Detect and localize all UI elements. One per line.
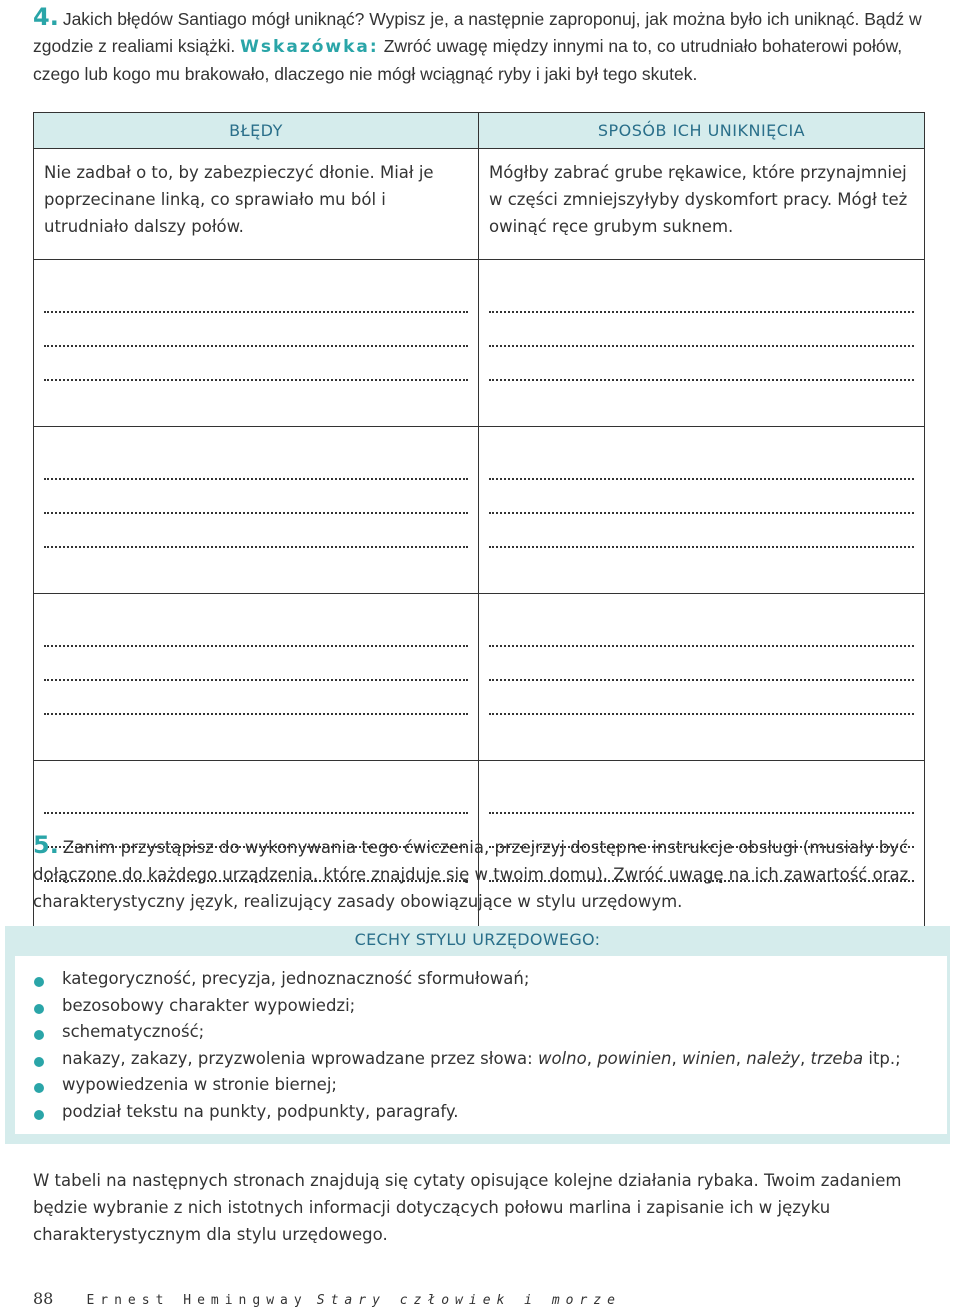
example-error-cell: Nie zadbał o to, by zabezpieczyć dłonie. Miał je poprzecinane linką, co sprawiało mu ból i utrudniało dalszy połów. xyxy=(34,149,479,260)
bullet-icon xyxy=(34,1030,44,1040)
page-footer xyxy=(33,1289,621,1308)
table-row xyxy=(34,260,925,427)
answer-cell-error[interactable] xyxy=(34,427,479,594)
answer-line xyxy=(44,613,468,647)
features-list xyxy=(33,966,901,1126)
example-word: powinien xyxy=(597,1048,672,1068)
answer-line xyxy=(489,514,914,548)
task-4-text-a: Jakich błędów Santiago mógł uniknąć? Wypisz je, a następnie zaproponuj, jak można było ich uniknąć. Bądź w zgodzie z realiami książki. xyxy=(33,9,922,56)
answer-line xyxy=(489,647,914,681)
list-item: wypowiedzenia w stronie biernej; xyxy=(33,1072,901,1099)
table-header-row xyxy=(34,113,925,149)
footer-book-title: Stary człowiek i morze xyxy=(316,1293,621,1308)
answer-line xyxy=(44,279,468,313)
list-item: podział tekstu na punkty, podpunkty, paragrafy. xyxy=(33,1099,901,1126)
footer-author: Ernest Hemingway xyxy=(86,1293,308,1308)
task-5-instruction xyxy=(33,832,928,915)
answer-line xyxy=(489,780,914,814)
page-number: 88 xyxy=(33,1289,54,1308)
bullet-icon xyxy=(34,1110,44,1120)
answer-line xyxy=(44,780,468,814)
instruction-paragraph: W tabeli na następnych stronach znajdują się cytaty opisujące kolejne działania rybaka. Twoim zadaniem będzie wybranie z nich istotnych informacji dotyczących połowu marlina i zapisanie ich w języku charakterystycznym dla stylu urzędowego. xyxy=(33,1171,902,1244)
column-header-errors: BŁĘDY xyxy=(34,113,479,149)
column-header-solutions: SPOSÓB ICH UNIKNIĘCIA xyxy=(479,113,925,149)
list-item: kategoryczność, precyzja, jednoznaczność sformułowań; xyxy=(33,966,901,993)
answer-line xyxy=(489,446,914,480)
bullet-icon xyxy=(34,1004,44,1014)
example-word: wolno xyxy=(537,1048,587,1068)
answer-line xyxy=(44,514,468,548)
hint-label: Wskazówka: xyxy=(240,37,379,57)
answer-cell-solution[interactable] xyxy=(479,427,925,594)
answer-line xyxy=(44,647,468,681)
answer-line xyxy=(489,681,914,715)
style-features-box xyxy=(5,926,950,1144)
example-word: należy xyxy=(746,1048,800,1068)
example-word: trzeba xyxy=(810,1048,864,1068)
list-item: nakazy, zakazy, przyzwolenia wprowadzane przez słowa: wolno, powinien, winien, należy, trzeba itp.; xyxy=(33,1046,901,1073)
table-row-example xyxy=(34,149,925,260)
answer-cell-error[interactable] xyxy=(34,260,479,427)
answer-cell-solution[interactable] xyxy=(479,594,925,761)
answer-line xyxy=(44,480,468,514)
answer-line xyxy=(44,446,468,480)
task-5-text: Zanim przystąpisz do wykonywania tego ćwiczenia, przejrzyj dostępne instrukcje obsługi (musiały być dołączone do każdego urządzenia, które znajduje się w twoim domu). Zwróć uwagę na ich zawartość oraz charakterystyczny język, realizujący zasady obowiązujące w stylu urzędowym. xyxy=(33,838,909,911)
example-solution-cell: Mógłby zabrać grube rękawice, które przynajmniej w części zmniejszyłyby dyskomfort pracy. Mógł też owinąć ręce grubym suknem. xyxy=(479,149,925,260)
answer-line xyxy=(44,313,468,347)
answer-cell-error[interactable] xyxy=(34,594,479,761)
list-item: schematyczność; xyxy=(33,1019,901,1046)
answer-line xyxy=(489,313,914,347)
answer-line xyxy=(489,480,914,514)
example-word: winien xyxy=(682,1048,736,1068)
answer-line xyxy=(489,347,914,381)
answer-cell-solution[interactable] xyxy=(479,260,925,427)
table-row xyxy=(34,594,925,761)
answer-line xyxy=(489,613,914,647)
task-number-5: 5. xyxy=(33,831,59,859)
box-title: CECHY STYLU URZĘDOWEGO: xyxy=(354,930,601,949)
answer-line xyxy=(489,279,914,313)
answer-line xyxy=(44,681,468,715)
bullet-icon xyxy=(34,1083,44,1093)
bullet-icon xyxy=(34,977,44,987)
task-4-text-b: Zwróć uwagę między innymi na to, co utrudniało bohaterowi połów, czego lub kogo mu brakowało, dlaczego nie mógł wciągnąć ryby i jaki był tego skutek. xyxy=(33,36,903,84)
task-number-4: 4. xyxy=(33,3,59,31)
list-item: bezosobowy charakter wypowiedzi; xyxy=(33,993,901,1020)
box-content xyxy=(15,956,947,1134)
bullet-icon xyxy=(34,1057,44,1067)
task-4-instruction xyxy=(33,4,928,88)
answer-line xyxy=(44,347,468,381)
table-row xyxy=(34,427,925,594)
errors-table xyxy=(33,112,925,928)
